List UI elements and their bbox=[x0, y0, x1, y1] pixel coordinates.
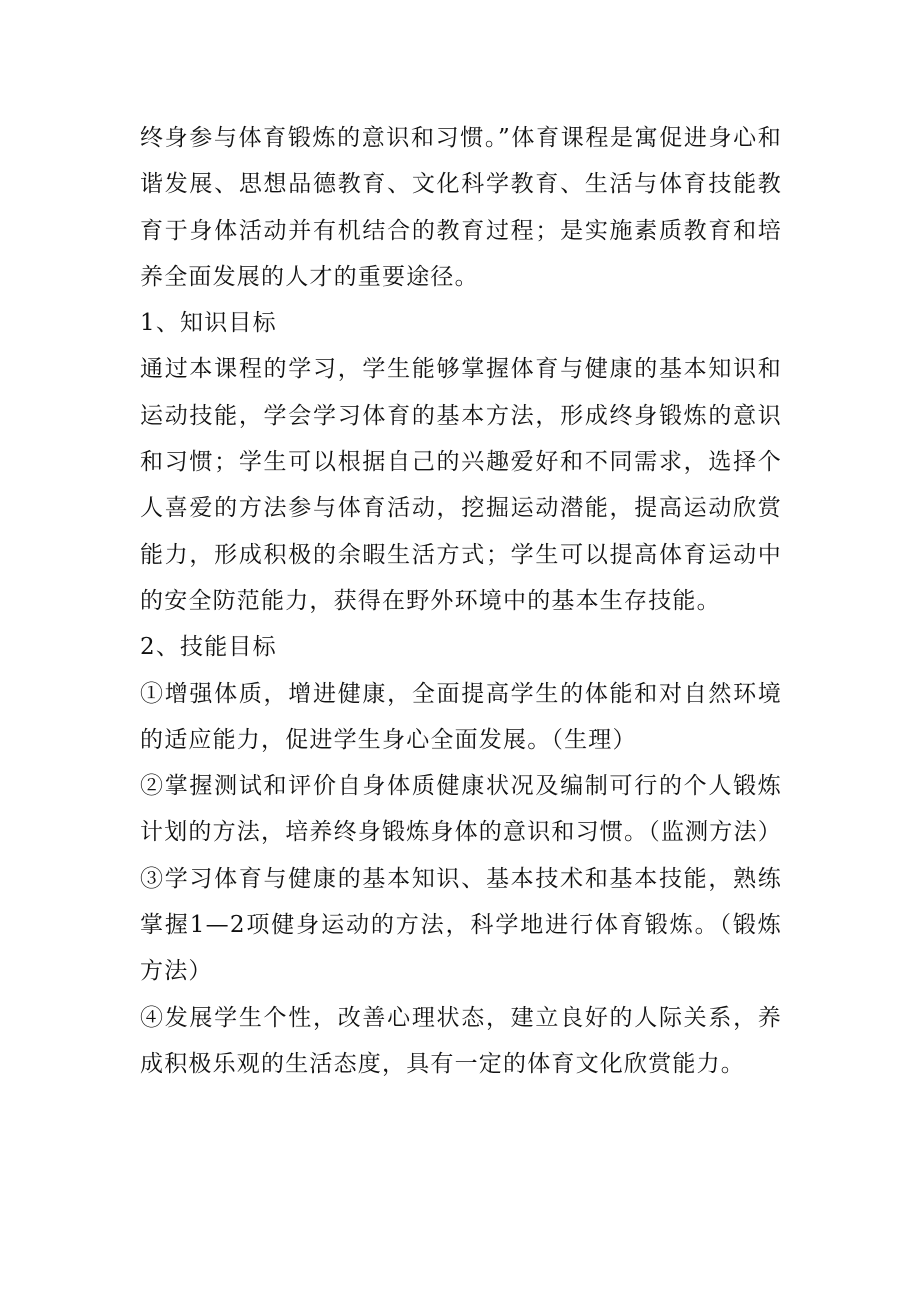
list-item-skill-1: ①增强体质，增进健康，全面提高学生的体能和对自然环境的适应能力，促进学生身心全面发展。（生理） bbox=[140, 680, 782, 753]
heading-knowledge-goals: 1、知识目标 bbox=[140, 310, 277, 337]
paragraph-intro: 终身参与体育锻炼的意识和习惯。”体育课程是寓促进身心和谐发展、思想品德教育、文化科学教育、生活与体育技能教育于身体活动并有机结合的教育过程；是实施素质教育和培养全面发展的人才的重要途径。 bbox=[140, 125, 782, 290]
heading-skill-goals: 2、技能目标 bbox=[140, 634, 277, 661]
paragraph-knowledge-goals: 通过本课程的学习，学生能够掌握体育与健康的基本知识和运动技能，学会学习体育的基本方法，形成终身锻炼的意识和习惯；学生可以根据自己的兴趣爱好和不同需求，选择个人喜爱的方法参与体育活动，挖掘运动潜能，提高运动欣赏能力，形成积极的余暇生活方式；学生可以提高体育运动中的安全防范能力，获得在野外环境中的基本生存技能。 bbox=[140, 356, 782, 614]
list-item-skill-3: ③学习体育与健康的基本知识、基本技术和基本技能，熟练掌握1—2项健身运动的方法，科学地进行体育锻炼。（锻炼方法） bbox=[140, 865, 782, 985]
list-item-skill-2: ②掌握测试和评价自身体质健康状况及编制可行的个人锻炼计划的方法，培养终身锻炼身体的意识和习惯。（监测方法） bbox=[140, 773, 782, 846]
document-body bbox=[140, 115, 782, 1087]
list-item-skill-4: ④发展学生个性，改善心理状态，建立良好的人际关系，养成积极乐观的生活态度，具有一定的体育文化欣赏能力。 bbox=[140, 1004, 782, 1077]
